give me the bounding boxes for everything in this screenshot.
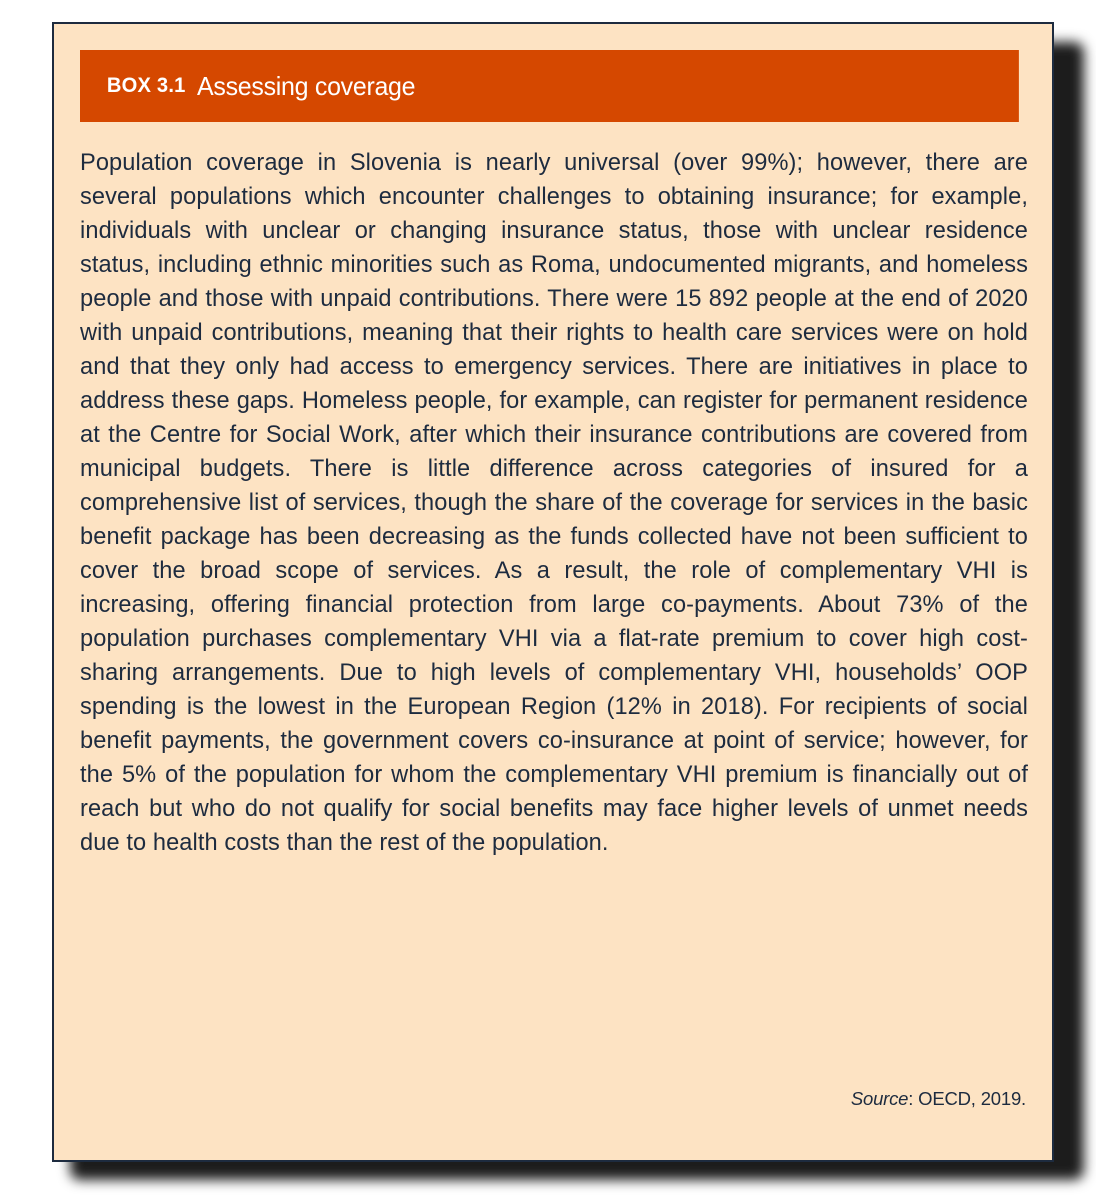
source-text: : OECD, 2019. — [908, 1088, 1026, 1109]
box-header — [80, 50, 1019, 122]
box-title: Assessing coverage — [197, 70, 416, 101]
text-box — [52, 22, 1054, 1162]
box-label: BOX 3.1 — [106, 74, 186, 97]
source-label: Source — [850, 1088, 909, 1109]
source-citation — [851, 1088, 1026, 1110]
box-body-text: Population coverage in Slovenia is nearly universal (over 99%); however, there are several populations which encounter challenges to obtaining insurance; for example, individuals with unclear or changing insurance status, those with unclear residence status, including ethnic minorities such as Roma, undocumented migrants, and homeless people and those with unpaid contributions. There were 15 892 people at the end of 2020 with unpaid contributions, meaning that their rights to health care services were on hold and that they only had access to emergency services. There are initiatives in place to address these gaps. Homeless people, for example, can register for permanent residence at the Centre for Social Work, after which their insurance contributions are covered from municipal budgets. There is little difference across categories of insured for a comprehensive list of services, though the share of the coverage for services in the basic benefit package has been decreasing as the funds collected have not been sufficient to cover the broad scope of services. As a result, the role of complementary VHI is increasing, offering financial protection from large co-payments. About 73% of the population purchases complementary VHI via a flat-rate premium to cover high cost-sharing arrangements. Due to high levels of complementary VHI, households’ OOP spending is the lowest in the European Region (12% in 2018). For recipients of social benefit payments, the government covers co-insurance at point of service; however, for the 5% of the population for whom the complementary VHI premium is financially out of reach but who do not qualify for social benefits may face higher levels of unmet needs due to health costs than the rest of the population. — [80, 150, 1028, 856]
